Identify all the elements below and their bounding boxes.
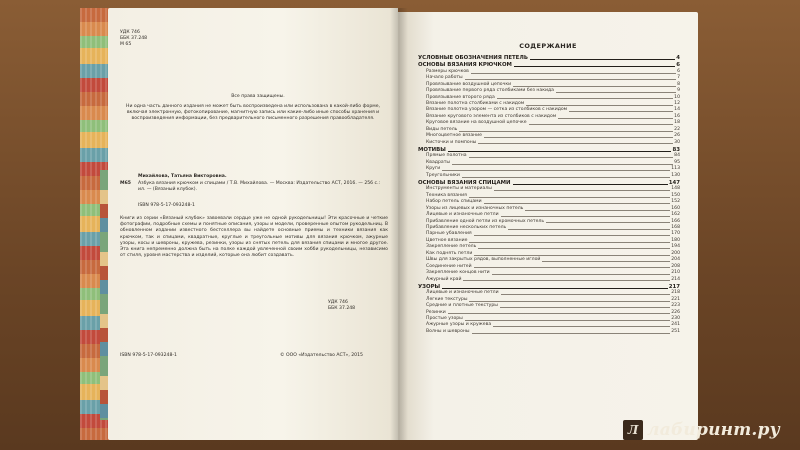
author-mark: М 65 <box>120 42 132 48</box>
toc-label: Ажурный край <box>426 276 462 282</box>
toc-label: Набор петель спицами <box>426 199 482 205</box>
toc-label: Вязание кругового элемента из столбиков с накидом <box>426 113 557 119</box>
toc-label: Круговое вязание на воздушной цепочке <box>426 120 527 126</box>
rights-text: Ни одна часть данного издания не может быть воспроизведена или использована в какой-либо форме, включая электронную, фотокопирование, магнитную запись или какие-либо иные способы хранения и воспроизведения информации, без предварительного письменного разрешения правообладателя. <box>126 104 380 122</box>
toc-page-number: 84 <box>674 153 680 159</box>
copyright: © ООО «Издательство АСТ», 2015 <box>280 353 363 358</box>
toc-page-number: 152 <box>671 199 680 205</box>
toc-label: ОСНОВЫ ВЯЗАНИЯ КРЮЧКОМ <box>418 62 512 69</box>
toc-page-number: 180 <box>671 237 680 243</box>
toc-label: Начало работы <box>426 75 463 81</box>
toc-label: Лицевые и изнаночные петли <box>426 290 499 296</box>
toc-page-number: 9 <box>677 88 680 94</box>
toc-leader <box>442 288 668 289</box>
toc-label: Соединение нитей <box>426 263 472 269</box>
toc-page-number: 7 <box>677 75 680 81</box>
toc-leader <box>514 66 675 67</box>
bbk-code-bottom: ББК 37.248 <box>328 306 356 312</box>
toc-leader <box>478 143 673 144</box>
toc-leader <box>469 242 670 243</box>
toc-label: Волны и шевроны <box>426 328 470 334</box>
toc-leader <box>493 326 670 327</box>
toc-leader <box>463 280 670 281</box>
toc-label: Средние и плотные текстуры <box>426 303 498 309</box>
toc-page-number: 113 <box>671 166 680 172</box>
toc-label: Закрепление петель <box>426 244 477 250</box>
toc-page-number: 208 <box>671 263 680 269</box>
toc-page-number: 6 <box>676 62 680 69</box>
toc-page-number: 241 <box>671 322 680 328</box>
left-page <box>108 8 398 440</box>
toc-leader <box>474 255 670 256</box>
toc-page-number: 160 <box>671 205 680 211</box>
bbk-code: ББК 37.248 <box>120 36 148 42</box>
toc-page-number: 18 <box>674 120 680 126</box>
toc-label: Прибавление одной петли из кромочных петель <box>426 218 545 224</box>
toc-leader <box>452 164 673 165</box>
toc-leader <box>484 203 671 204</box>
toc-leader <box>469 157 674 158</box>
toc-leader <box>474 235 671 236</box>
toc-label: ОСНОВЫ ВЯЗАНИЯ СПИЦАМИ <box>418 179 511 186</box>
toc-leader <box>478 248 670 249</box>
toc-page-number: 130 <box>671 172 680 178</box>
annotation: Книги из серии «Вязаный клубок» завоевали сердце уже не одной рукодельницы! Эти красочные и четкие фотографии, подробные схемы и понятные описания, узоры и модели, проверенные опытом рукодельниц. В обновленном издании известного бестселлера вы найдете основные приемы и техники вязания как крючком, так и спицами, квадратные, круглые и треугольные мотивы для вязания крючком, ажурные узоры, косы и шевроны, кружева, резинки, узоры из снятых петель для вязания спицами и многое другое. Эта книга непременно должна быть на полке каждой увлеченной своим хобби рукодельницы, независимо от стиля, уровня мастерства и изделий, которые она любит создавать. <box>120 216 388 259</box>
rights-heading: Все права защищены. <box>231 94 285 99</box>
toc-label: УСЛОВНЫЕ ОБОЗНАЧЕНИЯ ПЕТЕЛЬ <box>418 55 528 62</box>
toc-page-number: 194 <box>671 244 680 250</box>
toc-leader <box>448 151 672 152</box>
toc-leader <box>484 137 673 138</box>
toc-leader <box>442 170 670 171</box>
toc-page-number: 251 <box>671 328 680 334</box>
toc-leader <box>558 118 673 119</box>
toc-page-number: 217 <box>668 283 680 290</box>
toc-page-number: 200 <box>671 250 680 256</box>
toc-leader <box>529 124 674 125</box>
toc-label: Квадраты <box>426 159 450 165</box>
toc-page-number: 170 <box>671 231 680 237</box>
toc-label: Треугольники <box>426 172 460 178</box>
bibliographic-record: Азбука вязания крючком и спицами / Т.В. Михайлова. — Москва: Издательство АСТ, 2016. — 256 с.: ил. — (Вязаный клубок). <box>138 181 381 193</box>
toc-page-number: 223 <box>671 303 680 309</box>
toc-leader <box>497 98 673 99</box>
isbn-bottom: ISBN 978-5-17-093248-1 <box>120 353 177 358</box>
toc-page-number: 148 <box>671 186 680 192</box>
toc-label: Легкие текстуры <box>426 296 468 302</box>
toc-page-number: 162 <box>671 212 680 218</box>
catalog-codes-top <box>120 30 147 49</box>
toc-label: Прямые полотна <box>426 153 467 159</box>
toc-leader <box>513 86 676 87</box>
toc-section <box>418 283 680 290</box>
toc-label: Техника вязания <box>426 192 467 198</box>
toc-page-number: 8 <box>677 81 680 87</box>
watermark-text: лабиринт.ру <box>647 420 780 440</box>
toc-leader <box>459 131 673 132</box>
toc-label: Провязывание второго ряда <box>426 94 495 100</box>
toc-leader <box>465 320 670 321</box>
toc-label: Вязание полотна столбиками с накидом <box>426 101 525 107</box>
toc-page-number: 16 <box>674 113 680 119</box>
toc-page-number: 210 <box>671 270 680 276</box>
toc-leader <box>569 111 673 112</box>
toc-page-number: 4 <box>676 55 680 62</box>
toc-label: УЗОРЫ <box>418 283 441 290</box>
toc-page-number: 95 <box>674 159 680 165</box>
toc-label: Резинки <box>426 309 446 315</box>
book-gutter <box>390 8 408 440</box>
toc-label: Виды петель <box>426 126 458 132</box>
toc-leader <box>530 59 675 60</box>
toc-title: СОДЕРЖАНИЕ <box>519 42 577 50</box>
isbn-middle: ISBN 978-5-17-093248-1 <box>138 203 195 208</box>
toc-page-number: 218 <box>671 290 680 296</box>
toc-label: Круги <box>426 166 441 172</box>
toc-leader <box>501 294 671 295</box>
toc-page-number: 10 <box>674 94 680 100</box>
toc-label: Парные убавления <box>426 231 472 237</box>
toc-page-number: 226 <box>671 309 680 315</box>
table-of-contents <box>418 54 680 335</box>
toc-leader <box>469 197 670 198</box>
toc-leader <box>465 79 676 80</box>
udc-code: УДК 746 <box>120 30 140 35</box>
toc-page-number: 230 <box>671 316 680 322</box>
toc-page-number: 168 <box>671 225 680 231</box>
toc-page-number: 150 <box>671 192 680 198</box>
toc-label: Многоцветное вязание <box>426 133 482 139</box>
toc-page-number: 14 <box>674 107 680 113</box>
toc-leader <box>469 301 670 302</box>
udc-code-bottom: УДК 746 <box>328 300 348 305</box>
catalog-codes-bottom <box>328 300 355 312</box>
toc-label: Инструменты и материалы <box>426 186 492 192</box>
toc-leader <box>508 229 670 230</box>
toc-leader <box>462 177 670 178</box>
toc-page-number: 6 <box>677 68 680 74</box>
toc-label: Провязывание первого ряда столбиками без накида <box>426 88 554 94</box>
toc-label: МОТИВЫ <box>418 146 446 153</box>
toc-leader <box>474 267 671 268</box>
toc-label: Закрепление концов нити <box>426 270 490 276</box>
toc-label: Кисточки и помпоны <box>426 139 477 145</box>
toc-leader <box>556 92 676 93</box>
toc-page-number: 12 <box>674 101 680 107</box>
watermark <box>623 420 780 440</box>
toc-page-number: 204 <box>671 257 680 263</box>
toc-label: Размеры крючков <box>426 68 469 74</box>
toc-page-number: 147 <box>668 179 680 186</box>
toc-leader <box>472 333 671 334</box>
toc-page-number: 214 <box>671 276 680 282</box>
toc-label: Цветное вязание <box>426 237 468 243</box>
toc-leader <box>494 190 670 191</box>
catalog-code: М65 <box>120 181 131 186</box>
toc-page-number: 83 <box>672 146 680 153</box>
toc-label: Как поднять петли <box>426 250 473 256</box>
toc-label: Лицевые и изнаночные петли <box>426 212 499 218</box>
toc-label: Прибавление нескольких петель <box>426 225 507 231</box>
toc-section <box>418 61 680 68</box>
toc-label: Простые узоры <box>426 316 463 322</box>
toc-entry <box>418 329 680 335</box>
toc-label: Провязывание воздушной цепочки <box>426 81 512 87</box>
toc-page-number: 166 <box>671 218 680 224</box>
toc-label: Ажурные узоры и кружева <box>426 322 492 328</box>
toc-label: Швы для закрытых рядов, выполненные иглой <box>426 257 541 263</box>
author-name: Михайлова, Татьяна Викторовна. <box>138 174 227 179</box>
toc-label: Вязание полотна узором — сетка из столбиков с накидом <box>426 107 568 113</box>
toc-page-number: 26 <box>674 133 680 139</box>
labirint-logo-icon: Л <box>623 420 643 440</box>
toc-leader <box>500 307 670 308</box>
toc-page-number: 221 <box>671 296 680 302</box>
toc-section <box>418 54 680 61</box>
toc-leader <box>492 274 671 275</box>
toc-page-number: 30 <box>674 139 680 145</box>
toc-leader <box>526 105 673 106</box>
toc-page-number: 22 <box>674 126 680 132</box>
toc-leader <box>542 261 670 262</box>
toc-leader <box>513 184 668 185</box>
toc-leader <box>471 73 676 74</box>
toc-leader <box>501 216 671 217</box>
toc-leader <box>546 222 670 223</box>
toc-label: Узоры из лицевых и изнаночных петель <box>426 205 524 211</box>
toc-leader <box>525 210 670 211</box>
toc-leader <box>448 313 670 314</box>
